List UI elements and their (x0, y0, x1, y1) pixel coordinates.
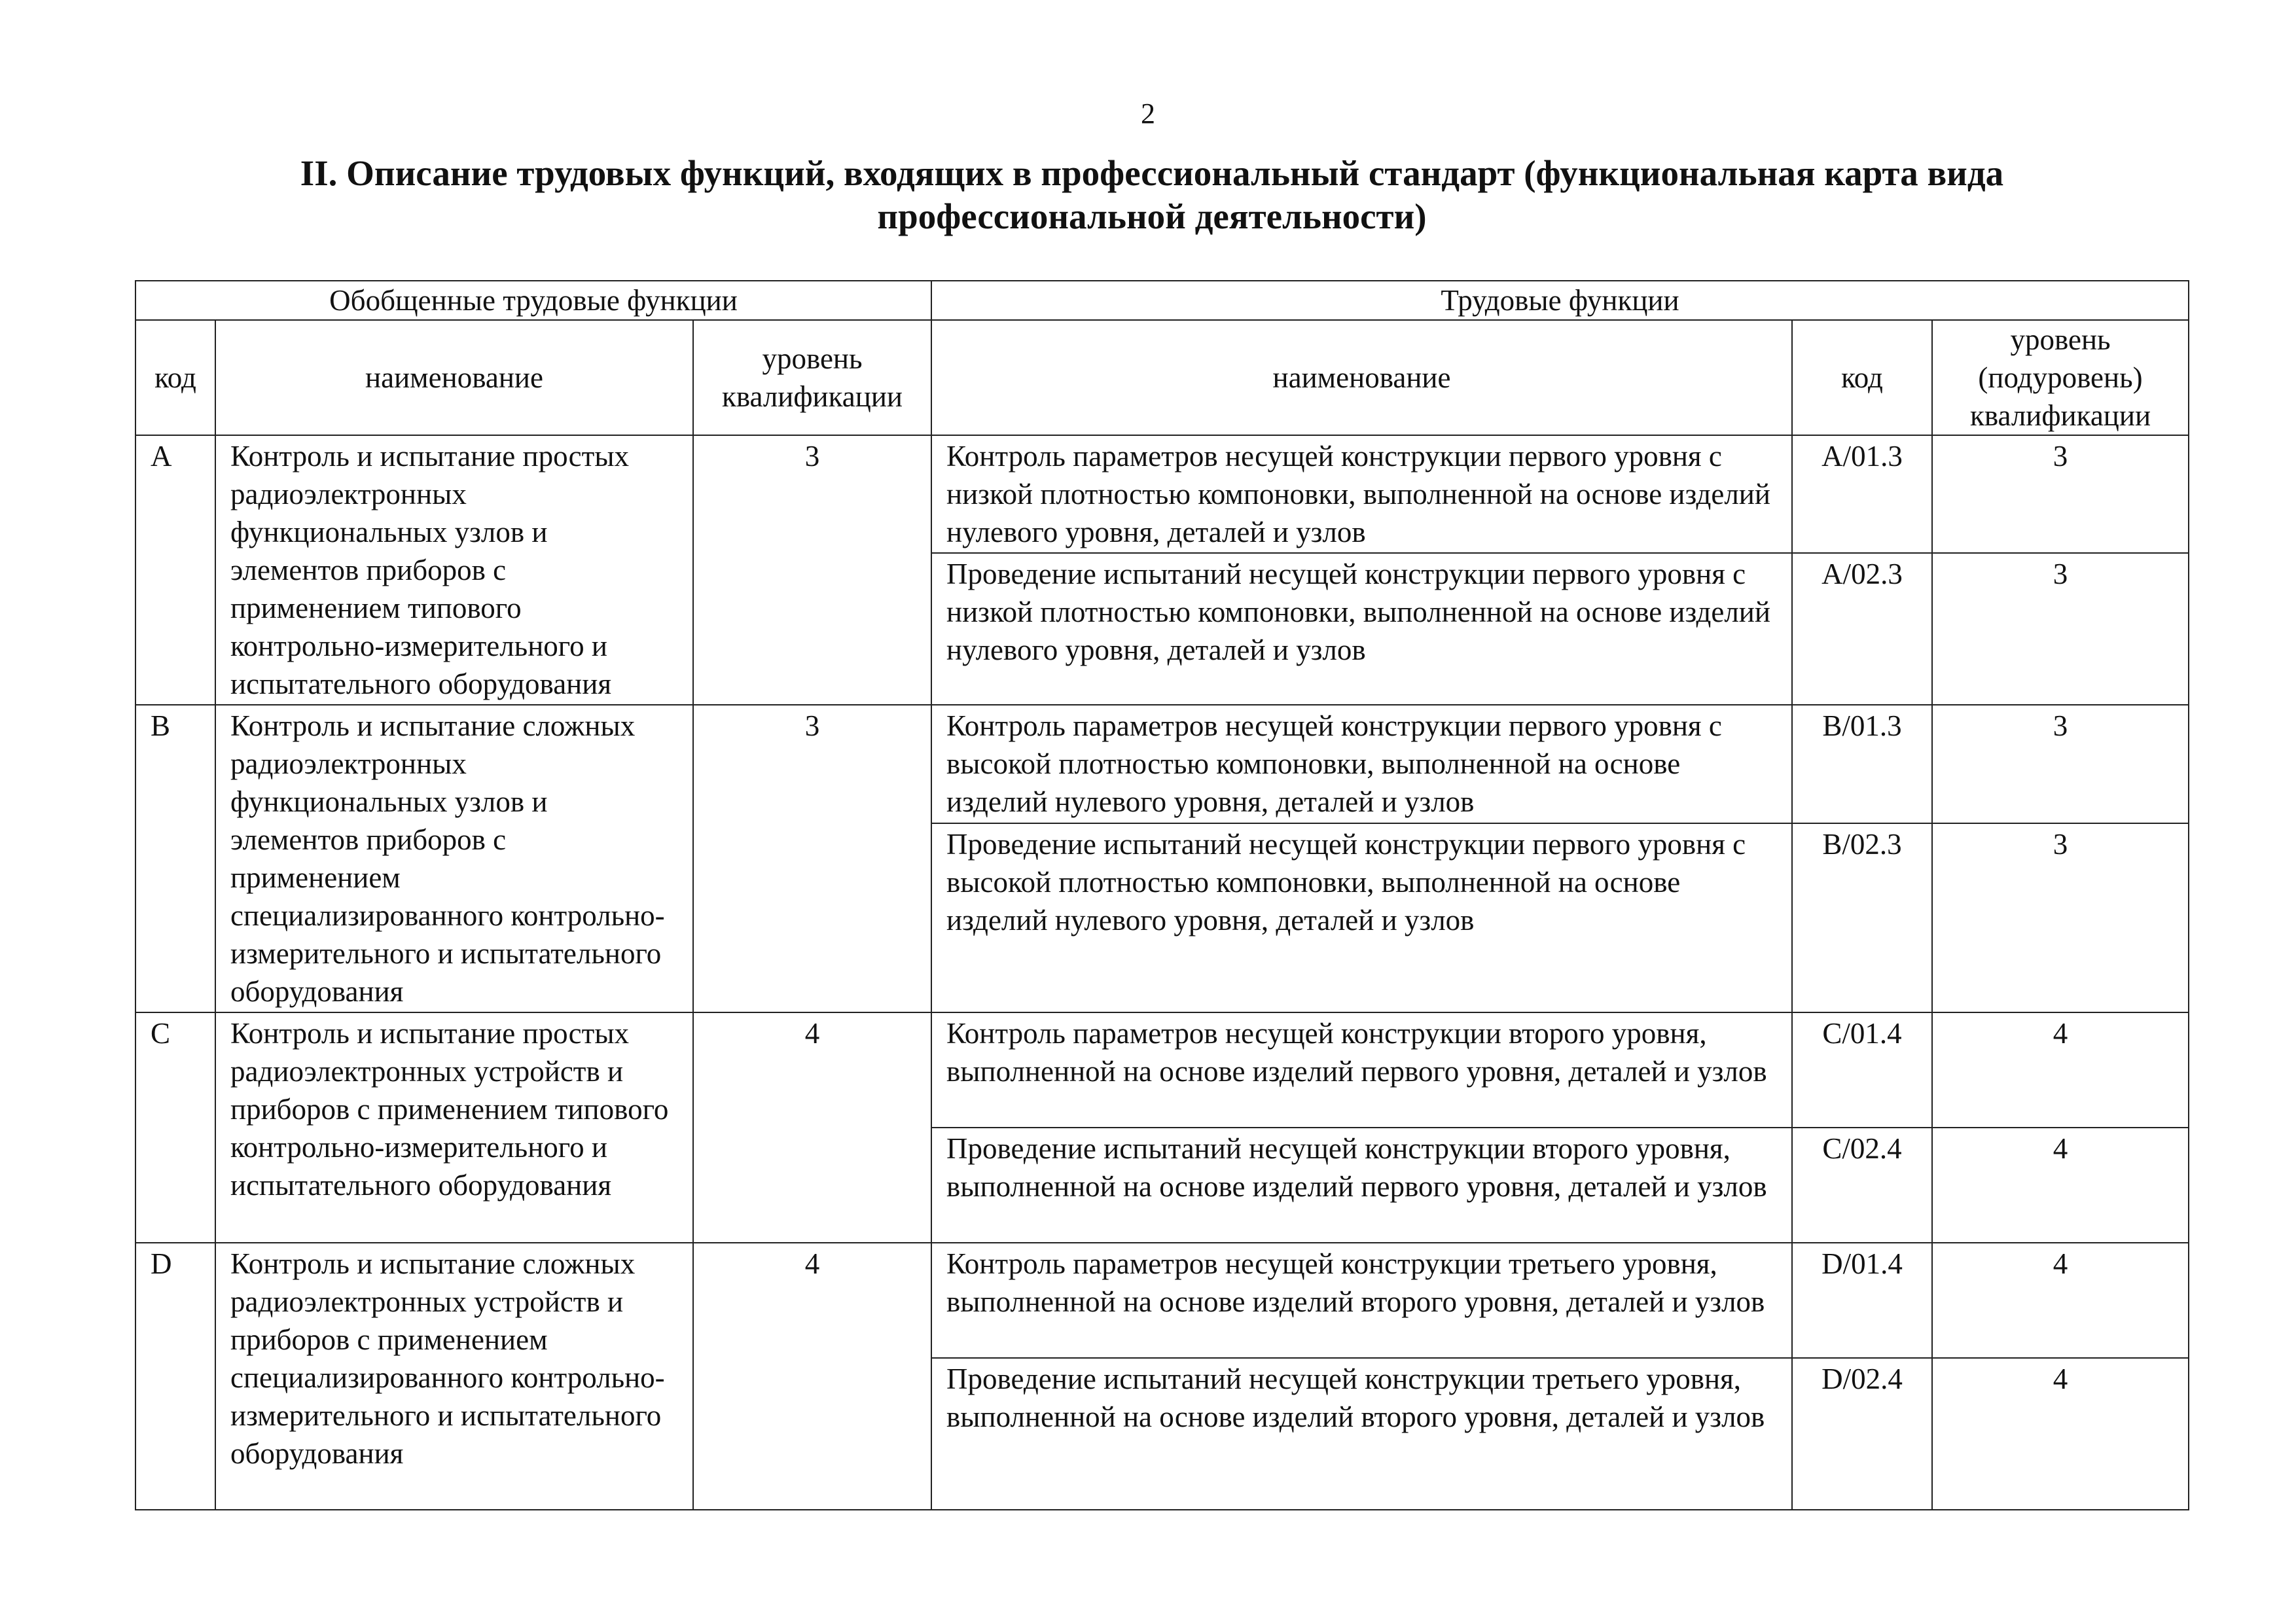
gen-function-code: D (135, 1243, 215, 1510)
labor-function-name: Контроль параметров несущей конструкции первого уровня с низкой плотностью компоновки, выполненной на основе изделий нулевого уровня, деталей и узлов (931, 435, 1792, 553)
header-gen-name: наименование (215, 320, 693, 435)
labor-function-code: C/02.4 (1792, 1128, 1932, 1243)
gen-function-level: 4 (693, 1012, 931, 1243)
header-gen-code: код (135, 320, 215, 435)
labor-function-name: Контроль параметров несущей конструкции первого уровня с высокой плотностью компоновки, выполненной на основе изделий нулевого уровня, деталей и узлов (931, 705, 1792, 823)
labor-function-code: B/02.3 (1792, 823, 1932, 1012)
labor-function-level: 3 (1932, 705, 2189, 823)
table-row (135, 1243, 2189, 1358)
table-row (135, 1012, 2189, 1128)
labor-function-level: 3 (1932, 823, 2189, 1012)
labor-function-name: Проведение испытаний несущей конструкции первого уровня с высокой плотностью компоновки, выполненной на основе изделий нулевого уровня, деталей и узлов (931, 823, 1792, 1012)
header-func-code: код (1792, 320, 1932, 435)
table-row (135, 705, 2189, 823)
labor-function-level: 4 (1932, 1012, 2189, 1128)
column-header-row (135, 320, 2189, 435)
gen-function-code: C (135, 1012, 215, 1243)
gen-function-level: 3 (693, 435, 931, 705)
gen-function-name: Контроль и испытание простых радиоэлектронных устройств и приборов с применением типового контрольно-измерительного и испытательного оборудования (215, 1012, 693, 1243)
labor-function-code: D/02.4 (1792, 1358, 1932, 1510)
labor-function-name: Контроль параметров несущей конструкции второго уровня, выполненной на основе изделий первого уровня, деталей и узлов (931, 1012, 1792, 1128)
gen-function-name: Контроль и испытание сложных радиоэлектронных устройств и приборов с применением специализированного контрольно-измерительного и испытательного оборудования (215, 1243, 693, 1510)
labor-function-level: 4 (1932, 1358, 2189, 1510)
gen-function-level: 3 (693, 705, 931, 1012)
gen-function-code: B (135, 705, 215, 1012)
gen-function-name: Контроль и испытание сложных радиоэлектронных функциональных узлов и элементов приборов с применением специализированного контрольно-измерительного и испытательного оборудования (215, 705, 693, 1012)
labor-function-level: 4 (1932, 1128, 2189, 1243)
functional-map-table (135, 280, 2189, 1510)
labor-function-level: 3 (1932, 553, 2189, 705)
labor-function-code: C/01.4 (1792, 1012, 1932, 1128)
header-gen-level: уровень квалификации (693, 320, 931, 435)
generalized-functions-header: Обобщенные трудовые функции (135, 281, 931, 320)
labor-function-code: A/02.3 (1792, 553, 1932, 705)
labor-function-code: B/01.3 (1792, 705, 1932, 823)
group-header-row (135, 281, 2189, 320)
labor-function-name: Проведение испытаний несущей конструкции первого уровня с низкой плотностью компоновки, выполненной на основе изделий нулевого уровня, деталей и узлов (931, 553, 1792, 705)
header-func-level: уровень (подуровень) квалификации (1932, 320, 2189, 435)
gen-function-name: Контроль и испытание простых радиоэлектронных функциональных узлов и элементов приборов с применением типового контрольно-измерительного и испытательного оборудования (215, 435, 693, 705)
labor-function-code: A/01.3 (1792, 435, 1932, 553)
labor-function-name: Проведение испытаний несущей конструкции второго уровня, выполненной на основе изделий первого уровня, деталей и узлов (931, 1128, 1792, 1243)
labor-function-level: 4 (1932, 1243, 2189, 1358)
section-title: II. Описание трудовых функций, входящих в профессиональный стандарт (функциональная карта вида профессиональной деятельности) (300, 153, 2004, 236)
gen-function-level: 4 (693, 1243, 931, 1510)
table-row (135, 435, 2189, 553)
header-func-name: наименование (931, 320, 1792, 435)
labor-functions-header: Трудовые функции (931, 281, 2189, 320)
gen-function-code: A (135, 435, 215, 705)
labor-function-name: Контроль параметров несущей конструкции третьего уровня, выполненной на основе изделий второго уровня, деталей и узлов (931, 1243, 1792, 1358)
labor-function-level: 3 (1932, 435, 2189, 553)
page-number: 2 (1141, 98, 1155, 130)
labor-function-code: D/01.4 (1792, 1243, 1932, 1358)
labor-function-name: Проведение испытаний несущей конструкции третьего уровня, выполненной на основе изделий второго уровня, деталей и узлов (931, 1358, 1792, 1510)
